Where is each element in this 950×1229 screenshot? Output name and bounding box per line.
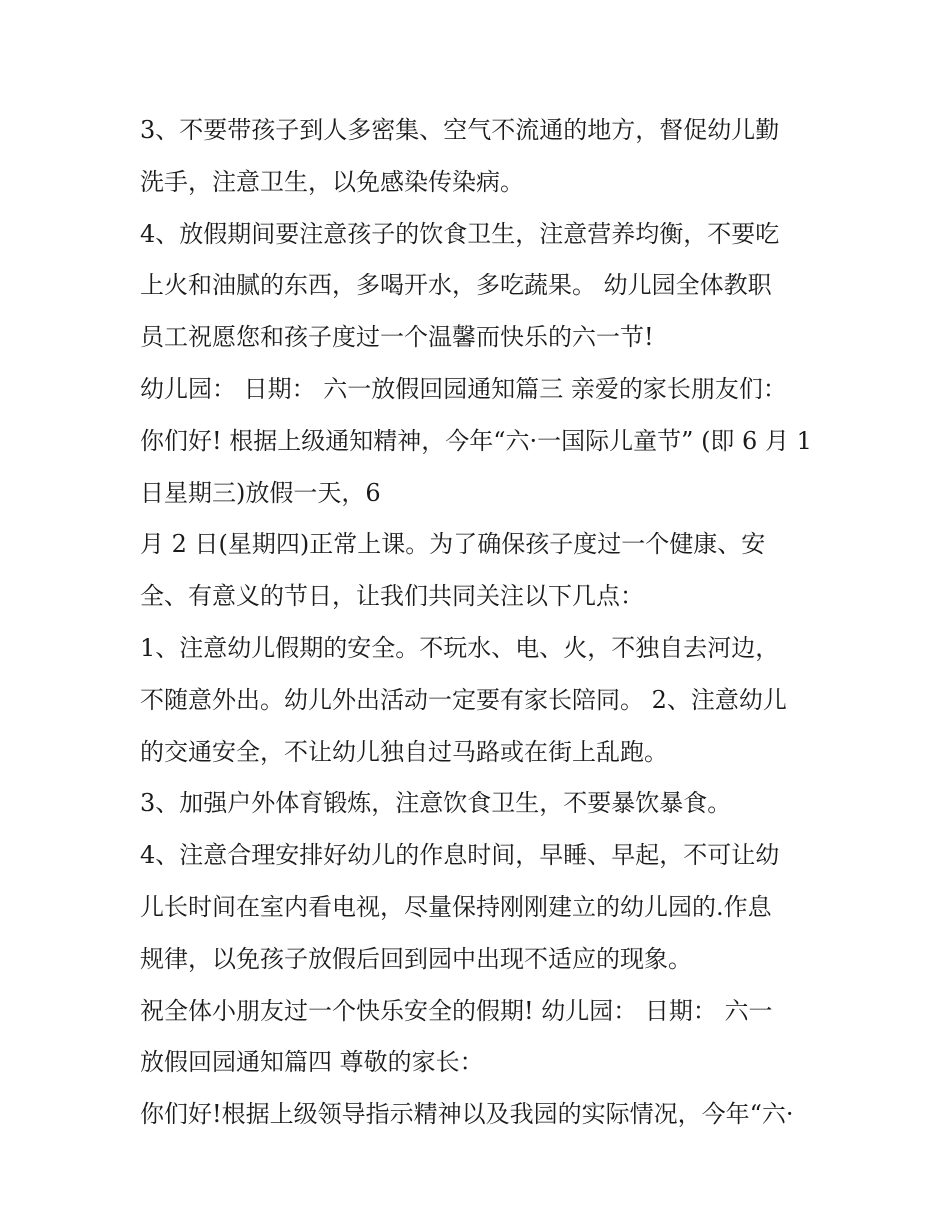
text-line: 儿长时间在室内看电视，尽量保持刚刚建立的幼儿园的.作息 [140,892,772,921]
text-line: 洗手，注意卫生，以免感染传染病。 [140,167,524,196]
text-line: 不随意外出。幼儿外出活动一定要有家长陪同。 2、注意幼儿 [140,685,787,714]
text-line: 祝全体小朋友过一个快乐安全的假期! 幼儿园： 日期： 六一 [140,996,773,1025]
text-line: 规律，以免孩子放假后回到园中出现不适应的现象。 [140,944,692,973]
text-line: 幼儿园： 日期： 六一放假回园通知篇三 亲爱的家长朋友们： [140,374,787,403]
text-line: 上火和油腻的东西，多喝开水，多吃蔬果。 幼儿园全体教职 [140,271,772,300]
text-line: 全、有意义的节日，让我们共同关注以下几点： [140,582,644,611]
text-line: 的交通安全，不让幼儿独自过马路或在街上乱跑。 [140,737,668,766]
text-line: 3、不要带孩子到人多密集、空气不流通的地方，督促幼儿勤 [140,116,780,144]
text-line: 4、注意合理安排好幼儿的作息时间，早睡、早起，不可让幼 [140,841,780,870]
text-line: 3、加强户外体育锻炼，注意饮食卫生，不要暴饮暴食。 [140,789,732,818]
document-body [140,105,820,1141]
text-line: 你们好! 根据上级通知精神，今年“六·一国际儿童节” (即 6 月 1 [140,426,812,455]
text-line: 月 2 日(星期四)正常上课。为了确保孩子度过一个健康、安 [140,530,766,559]
text-line: 你们好!根据上级领导指示精神以及我园的实际情况，今年“六· [140,1100,794,1129]
text-line: 放假回园通知篇四 尊敬的家长： [140,1048,484,1077]
text-line: 4、放假期间要注意孩子的饮食卫生，注意营养均衡，不要吃 [140,219,780,248]
text-line: 员工祝愿您和孩子度过一个温馨而快乐的六一节! [140,323,654,352]
text-line: 1、注意幼儿假期的安全。不玩水、电、火，不独自去河边， [140,633,780,662]
text-line: 日星期三)放假一天，6 [140,478,381,507]
